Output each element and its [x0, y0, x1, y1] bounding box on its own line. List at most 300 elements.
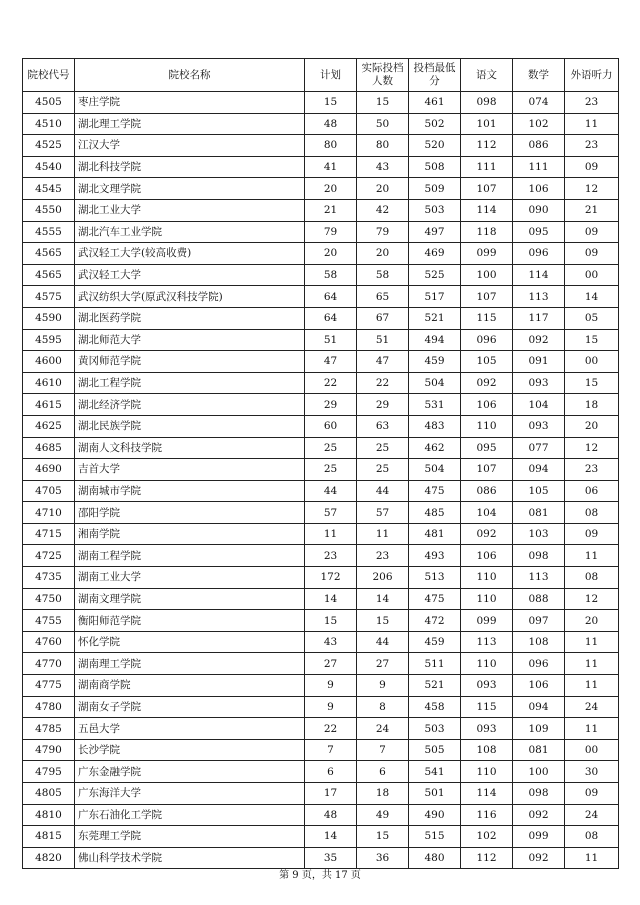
table-row: [23, 739, 619, 761]
cell-actual-count: 20: [357, 243, 409, 265]
table-row: [23, 92, 619, 114]
cell-listening: 09: [565, 156, 619, 178]
cell-actual-count: 29: [357, 394, 409, 416]
cell-school-name: 五邑大学: [75, 718, 305, 740]
cell-school-code: 4735: [23, 567, 75, 589]
cell-plan: 80: [305, 135, 357, 157]
cell-min-score: 475: [409, 588, 461, 610]
cell-chinese: 092: [461, 372, 513, 394]
cell-chinese: 095: [461, 437, 513, 459]
cell-actual-count: 42: [357, 199, 409, 221]
cell-school-code: 4805: [23, 783, 75, 805]
cell-math: 096: [513, 243, 565, 265]
cell-plan: 27: [305, 653, 357, 675]
cell-school-name: 湖南工程学院: [75, 545, 305, 567]
cell-actual-count: 7: [357, 739, 409, 761]
cell-min-score: 503: [409, 199, 461, 221]
cell-min-score: 483: [409, 415, 461, 437]
cell-actual-count: 43: [357, 156, 409, 178]
cell-plan: 48: [305, 113, 357, 135]
cell-actual-count: 44: [357, 480, 409, 502]
cell-listening: 08: [565, 826, 619, 848]
cell-actual-count: 18: [357, 783, 409, 805]
cell-chinese: 092: [461, 523, 513, 545]
cell-min-score: 513: [409, 567, 461, 589]
table-row: [23, 394, 619, 416]
cell-school-name: 湖南人文科技学院: [75, 437, 305, 459]
cell-school-code: 4540: [23, 156, 75, 178]
cell-math: 113: [513, 567, 565, 589]
table-row: [23, 783, 619, 805]
cell-school-code: 4780: [23, 696, 75, 718]
cell-actual-count: 6: [357, 761, 409, 783]
cell-math: 111: [513, 156, 565, 178]
cell-listening: 20: [565, 610, 619, 632]
cell-plan: 15: [305, 610, 357, 632]
cell-math: 092: [513, 804, 565, 826]
table-row: [23, 351, 619, 373]
cell-math: 105: [513, 480, 565, 502]
cell-listening: 12: [565, 437, 619, 459]
cell-school-name: 枣庄学院: [75, 92, 305, 114]
cell-listening: 09: [565, 221, 619, 243]
cell-plan: 20: [305, 243, 357, 265]
cell-listening: 11: [565, 545, 619, 567]
cell-chinese: 102: [461, 826, 513, 848]
cell-school-code: 4815: [23, 826, 75, 848]
header-min-score: 投档最低分: [409, 59, 461, 92]
cell-chinese: 100: [461, 264, 513, 286]
cell-school-code: 4705: [23, 480, 75, 502]
cell-school-code: 4525: [23, 135, 75, 157]
cell-math: 074: [513, 92, 565, 114]
cell-school-code: 4545: [23, 178, 75, 200]
cell-school-name: 湖北师范大学: [75, 329, 305, 351]
cell-school-code: 4595: [23, 329, 75, 351]
cell-min-score: 459: [409, 631, 461, 653]
table-row: [23, 675, 619, 697]
cell-school-code: 4755: [23, 610, 75, 632]
cell-chinese: 113: [461, 631, 513, 653]
table-row: [23, 329, 619, 351]
cell-listening: 24: [565, 804, 619, 826]
table-row: [23, 804, 619, 826]
cell-school-name: 武汉轻工大学(较高收费): [75, 243, 305, 265]
cell-listening: 06: [565, 480, 619, 502]
cell-school-name: 江汉大学: [75, 135, 305, 157]
cell-plan: 172: [305, 567, 357, 589]
cell-min-score: 517: [409, 286, 461, 308]
cell-school-name: 黄冈师范学院: [75, 351, 305, 373]
cell-plan: 64: [305, 307, 357, 329]
cell-listening: 09: [565, 243, 619, 265]
cell-actual-count: 79: [357, 221, 409, 243]
table-row: [23, 178, 619, 200]
cell-chinese: 114: [461, 783, 513, 805]
cell-listening: 24: [565, 696, 619, 718]
cell-school-name: 湖北科技学院: [75, 156, 305, 178]
cell-plan: 79: [305, 221, 357, 243]
table-row: [23, 437, 619, 459]
cell-school-code: 4715: [23, 523, 75, 545]
cell-math: 103: [513, 523, 565, 545]
cell-chinese: 099: [461, 243, 513, 265]
cell-math: 099: [513, 826, 565, 848]
cell-school-name: 东莞理工学院: [75, 826, 305, 848]
cell-min-score: 531: [409, 394, 461, 416]
cell-math: 077: [513, 437, 565, 459]
cell-actual-count: 27: [357, 653, 409, 675]
table-row: [23, 696, 619, 718]
cell-chinese: 110: [461, 653, 513, 675]
cell-school-name: 湖北工业大学: [75, 199, 305, 221]
cell-chinese: 112: [461, 135, 513, 157]
cell-min-score: 504: [409, 372, 461, 394]
table-row: [23, 523, 619, 545]
cell-school-code: 4810: [23, 804, 75, 826]
cell-listening: 05: [565, 307, 619, 329]
cell-school-name: 广东海洋大学: [75, 783, 305, 805]
cell-chinese: 099: [461, 610, 513, 632]
cell-chinese: 115: [461, 696, 513, 718]
cell-actual-count: 22: [357, 372, 409, 394]
cell-school-name: 湖北理工学院: [75, 113, 305, 135]
cell-math: 094: [513, 459, 565, 481]
cell-school-code: 4775: [23, 675, 75, 697]
cell-math: 092: [513, 329, 565, 351]
cell-school-code: 4770: [23, 653, 75, 675]
cell-actual-count: 49: [357, 804, 409, 826]
cell-math: 104: [513, 394, 565, 416]
cell-school-name: 湘南学院: [75, 523, 305, 545]
cell-school-code: 4575: [23, 286, 75, 308]
cell-school-name: 湖南理工学院: [75, 653, 305, 675]
cell-plan: 44: [305, 480, 357, 502]
cell-math: 100: [513, 761, 565, 783]
cell-plan: 22: [305, 718, 357, 740]
cell-math: 108: [513, 631, 565, 653]
cell-actual-count: 63: [357, 415, 409, 437]
admission-table-page: [22, 58, 618, 869]
table-row: [23, 545, 619, 567]
cell-chinese: 106: [461, 394, 513, 416]
table-row: [23, 567, 619, 589]
cell-chinese: 093: [461, 718, 513, 740]
cell-school-code: 4785: [23, 718, 75, 740]
cell-min-score: 541: [409, 761, 461, 783]
cell-plan: 14: [305, 588, 357, 610]
cell-school-code: 4820: [23, 847, 75, 869]
cell-listening: 11: [565, 653, 619, 675]
cell-school-name: 湖北工程学院: [75, 372, 305, 394]
table-row: [23, 718, 619, 740]
cell-school-name: 武汉轻工大学: [75, 264, 305, 286]
cell-school-name: 佛山科学技术学院: [75, 847, 305, 869]
cell-actual-count: 50: [357, 113, 409, 135]
cell-school-code: 4760: [23, 631, 75, 653]
table-row: [23, 135, 619, 157]
cell-chinese: 101: [461, 113, 513, 135]
cell-math: 096: [513, 653, 565, 675]
cell-listening: 18: [565, 394, 619, 416]
cell-listening: 11: [565, 631, 619, 653]
cell-school-code: 4550: [23, 199, 75, 221]
cell-min-score: 521: [409, 675, 461, 697]
cell-chinese: 098: [461, 92, 513, 114]
cell-school-code: 4710: [23, 502, 75, 524]
table-row: [23, 243, 619, 265]
cell-plan: 11: [305, 523, 357, 545]
cell-listening: 00: [565, 351, 619, 373]
cell-school-name: 广东石油化工学院: [75, 804, 305, 826]
cell-math: 093: [513, 372, 565, 394]
cell-plan: 22: [305, 372, 357, 394]
cell-chinese: 093: [461, 675, 513, 697]
cell-school-name: 广东金融学院: [75, 761, 305, 783]
cell-school-name: 衡阳师范学院: [75, 610, 305, 632]
cell-math: 090: [513, 199, 565, 221]
cell-school-code: 4685: [23, 437, 75, 459]
table-row: [23, 199, 619, 221]
cell-school-name: 武汉纺织大学(原武汉科技学院): [75, 286, 305, 308]
cell-school-code: 4795: [23, 761, 75, 783]
cell-chinese: 116: [461, 804, 513, 826]
cell-min-score: 509: [409, 178, 461, 200]
cell-chinese: 104: [461, 502, 513, 524]
cell-school-code: 4505: [23, 92, 75, 114]
cell-math: 097: [513, 610, 565, 632]
cell-listening: 11: [565, 675, 619, 697]
cell-chinese: 107: [461, 286, 513, 308]
cell-plan: 41: [305, 156, 357, 178]
header-school-code: 院校代号: [23, 59, 75, 92]
cell-min-score: 485: [409, 502, 461, 524]
cell-min-score: 503: [409, 718, 461, 740]
cell-plan: 23: [305, 545, 357, 567]
cell-math: 095: [513, 221, 565, 243]
table-row: [23, 459, 619, 481]
cell-actual-count: 47: [357, 351, 409, 373]
cell-chinese: 118: [461, 221, 513, 243]
cell-school-name: 长沙学院: [75, 739, 305, 761]
table-row: [23, 761, 619, 783]
cell-actual-count: 80: [357, 135, 409, 157]
cell-plan: 48: [305, 804, 357, 826]
cell-actual-count: 15: [357, 610, 409, 632]
cell-school-code: 4565: [23, 264, 75, 286]
cell-min-score: 475: [409, 480, 461, 502]
cell-min-score: 458: [409, 696, 461, 718]
cell-chinese: 111: [461, 156, 513, 178]
cell-school-code: 4750: [23, 588, 75, 610]
cell-actual-count: 11: [357, 523, 409, 545]
cell-listening: 11: [565, 718, 619, 740]
cell-school-code: 4565: [23, 243, 75, 265]
cell-chinese: 110: [461, 761, 513, 783]
header-school-name: 院校名称: [75, 59, 305, 92]
cell-plan: 64: [305, 286, 357, 308]
cell-listening: 08: [565, 502, 619, 524]
cell-school-name: 湖南城市学院: [75, 480, 305, 502]
cell-listening: 09: [565, 783, 619, 805]
cell-chinese: 112: [461, 847, 513, 869]
cell-listening: 09: [565, 523, 619, 545]
page-footer: 第 9 页，共 17 页: [279, 870, 361, 881]
table-row: [23, 826, 619, 848]
cell-min-score: 508: [409, 156, 461, 178]
cell-min-score: 520: [409, 135, 461, 157]
cell-plan: 47: [305, 351, 357, 373]
cell-actual-count: 206: [357, 567, 409, 589]
cell-chinese: 110: [461, 567, 513, 589]
cell-listening: 00: [565, 264, 619, 286]
table-row: [23, 631, 619, 653]
table-row: [23, 286, 619, 308]
table-row: [23, 610, 619, 632]
cell-chinese: 108: [461, 739, 513, 761]
cell-min-score: 501: [409, 783, 461, 805]
cell-math: 092: [513, 847, 565, 869]
cell-math: 114: [513, 264, 565, 286]
cell-school-name: 湖北文理学院: [75, 178, 305, 200]
cell-school-name: 湖南文理学院: [75, 588, 305, 610]
cell-plan: 15: [305, 92, 357, 114]
cell-actual-count: 20: [357, 178, 409, 200]
cell-min-score: 525: [409, 264, 461, 286]
cell-school-code: 4600: [23, 351, 75, 373]
cell-school-name: 湖北医药学院: [75, 307, 305, 329]
cell-plan: 25: [305, 459, 357, 481]
cell-school-code: 4510: [23, 113, 75, 135]
cell-listening: 11: [565, 113, 619, 135]
cell-actual-count: 36: [357, 847, 409, 869]
cell-school-code: 4725: [23, 545, 75, 567]
cell-school-name: 湖南工业大学: [75, 567, 305, 589]
cell-listening: 11: [565, 847, 619, 869]
cell-chinese: 105: [461, 351, 513, 373]
cell-actual-count: 67: [357, 307, 409, 329]
cell-math: 088: [513, 588, 565, 610]
cell-actual-count: 9: [357, 675, 409, 697]
cell-school-name: 湖北民族学院: [75, 415, 305, 437]
cell-actual-count: 25: [357, 459, 409, 481]
cell-min-score: 521: [409, 307, 461, 329]
cell-school-name: 怀化学院: [75, 631, 305, 653]
cell-plan: 57: [305, 502, 357, 524]
cell-listening: 20: [565, 415, 619, 437]
cell-plan: 29: [305, 394, 357, 416]
cell-actual-count: 15: [357, 92, 409, 114]
cell-school-name: 邵阳学院: [75, 502, 305, 524]
table-header-row: [23, 59, 619, 92]
cell-chinese: 107: [461, 459, 513, 481]
cell-min-score: 494: [409, 329, 461, 351]
admission-score-table: [22, 58, 619, 869]
cell-chinese: 106: [461, 545, 513, 567]
cell-plan: 14: [305, 826, 357, 848]
cell-listening: 15: [565, 372, 619, 394]
cell-listening: 15: [565, 329, 619, 351]
cell-math: 086: [513, 135, 565, 157]
cell-plan: 7: [305, 739, 357, 761]
cell-plan: 25: [305, 437, 357, 459]
cell-plan: 20: [305, 178, 357, 200]
cell-math: 098: [513, 545, 565, 567]
cell-math: 117: [513, 307, 565, 329]
cell-chinese: 096: [461, 329, 513, 351]
cell-min-score: 504: [409, 459, 461, 481]
cell-math: 106: [513, 675, 565, 697]
cell-math: 113: [513, 286, 565, 308]
cell-min-score: 480: [409, 847, 461, 869]
cell-listening: 12: [565, 588, 619, 610]
cell-plan: 17: [305, 783, 357, 805]
cell-school-code: 4625: [23, 415, 75, 437]
cell-listening: 08: [565, 567, 619, 589]
header-chinese: 语文: [461, 59, 513, 92]
cell-min-score: 469: [409, 243, 461, 265]
cell-plan: 35: [305, 847, 357, 869]
table-row: [23, 653, 619, 675]
cell-plan: 9: [305, 675, 357, 697]
header-actual-count: 实际投档人数: [357, 59, 409, 92]
cell-chinese: 114: [461, 199, 513, 221]
cell-school-name: 湖南女子学院: [75, 696, 305, 718]
table-row: [23, 156, 619, 178]
cell-school-code: 4690: [23, 459, 75, 481]
cell-actual-count: 24: [357, 718, 409, 740]
table-row: [23, 502, 619, 524]
cell-actual-count: 8: [357, 696, 409, 718]
cell-plan: 6: [305, 761, 357, 783]
cell-chinese: 115: [461, 307, 513, 329]
cell-plan: 60: [305, 415, 357, 437]
table-row: [23, 588, 619, 610]
table-row: [23, 480, 619, 502]
cell-math: 091: [513, 351, 565, 373]
cell-listening: 14: [565, 286, 619, 308]
cell-min-score: 481: [409, 523, 461, 545]
cell-min-score: 515: [409, 826, 461, 848]
cell-min-score: 461: [409, 92, 461, 114]
table-row: [23, 372, 619, 394]
header-plan: 计划: [305, 59, 357, 92]
cell-school-code: 4610: [23, 372, 75, 394]
cell-school-name: 吉首大学: [75, 459, 305, 481]
cell-chinese: 107: [461, 178, 513, 200]
header-math: 数学: [513, 59, 565, 92]
cell-listening: 30: [565, 761, 619, 783]
cell-school-name: 湖南商学院: [75, 675, 305, 697]
cell-math: 093: [513, 415, 565, 437]
cell-min-score: 459: [409, 351, 461, 373]
table-row: [23, 113, 619, 135]
cell-math: 081: [513, 739, 565, 761]
cell-chinese: 110: [461, 588, 513, 610]
cell-listening: 21: [565, 199, 619, 221]
cell-min-score: 462: [409, 437, 461, 459]
cell-school-code: 4590: [23, 307, 75, 329]
cell-listening: 12: [565, 178, 619, 200]
cell-actual-count: 25: [357, 437, 409, 459]
cell-min-score: 490: [409, 804, 461, 826]
cell-school-code: 4790: [23, 739, 75, 761]
cell-min-score: 502: [409, 113, 461, 135]
cell-math: 098: [513, 783, 565, 805]
cell-plan: 43: [305, 631, 357, 653]
cell-actual-count: 58: [357, 264, 409, 286]
cell-math: 106: [513, 178, 565, 200]
